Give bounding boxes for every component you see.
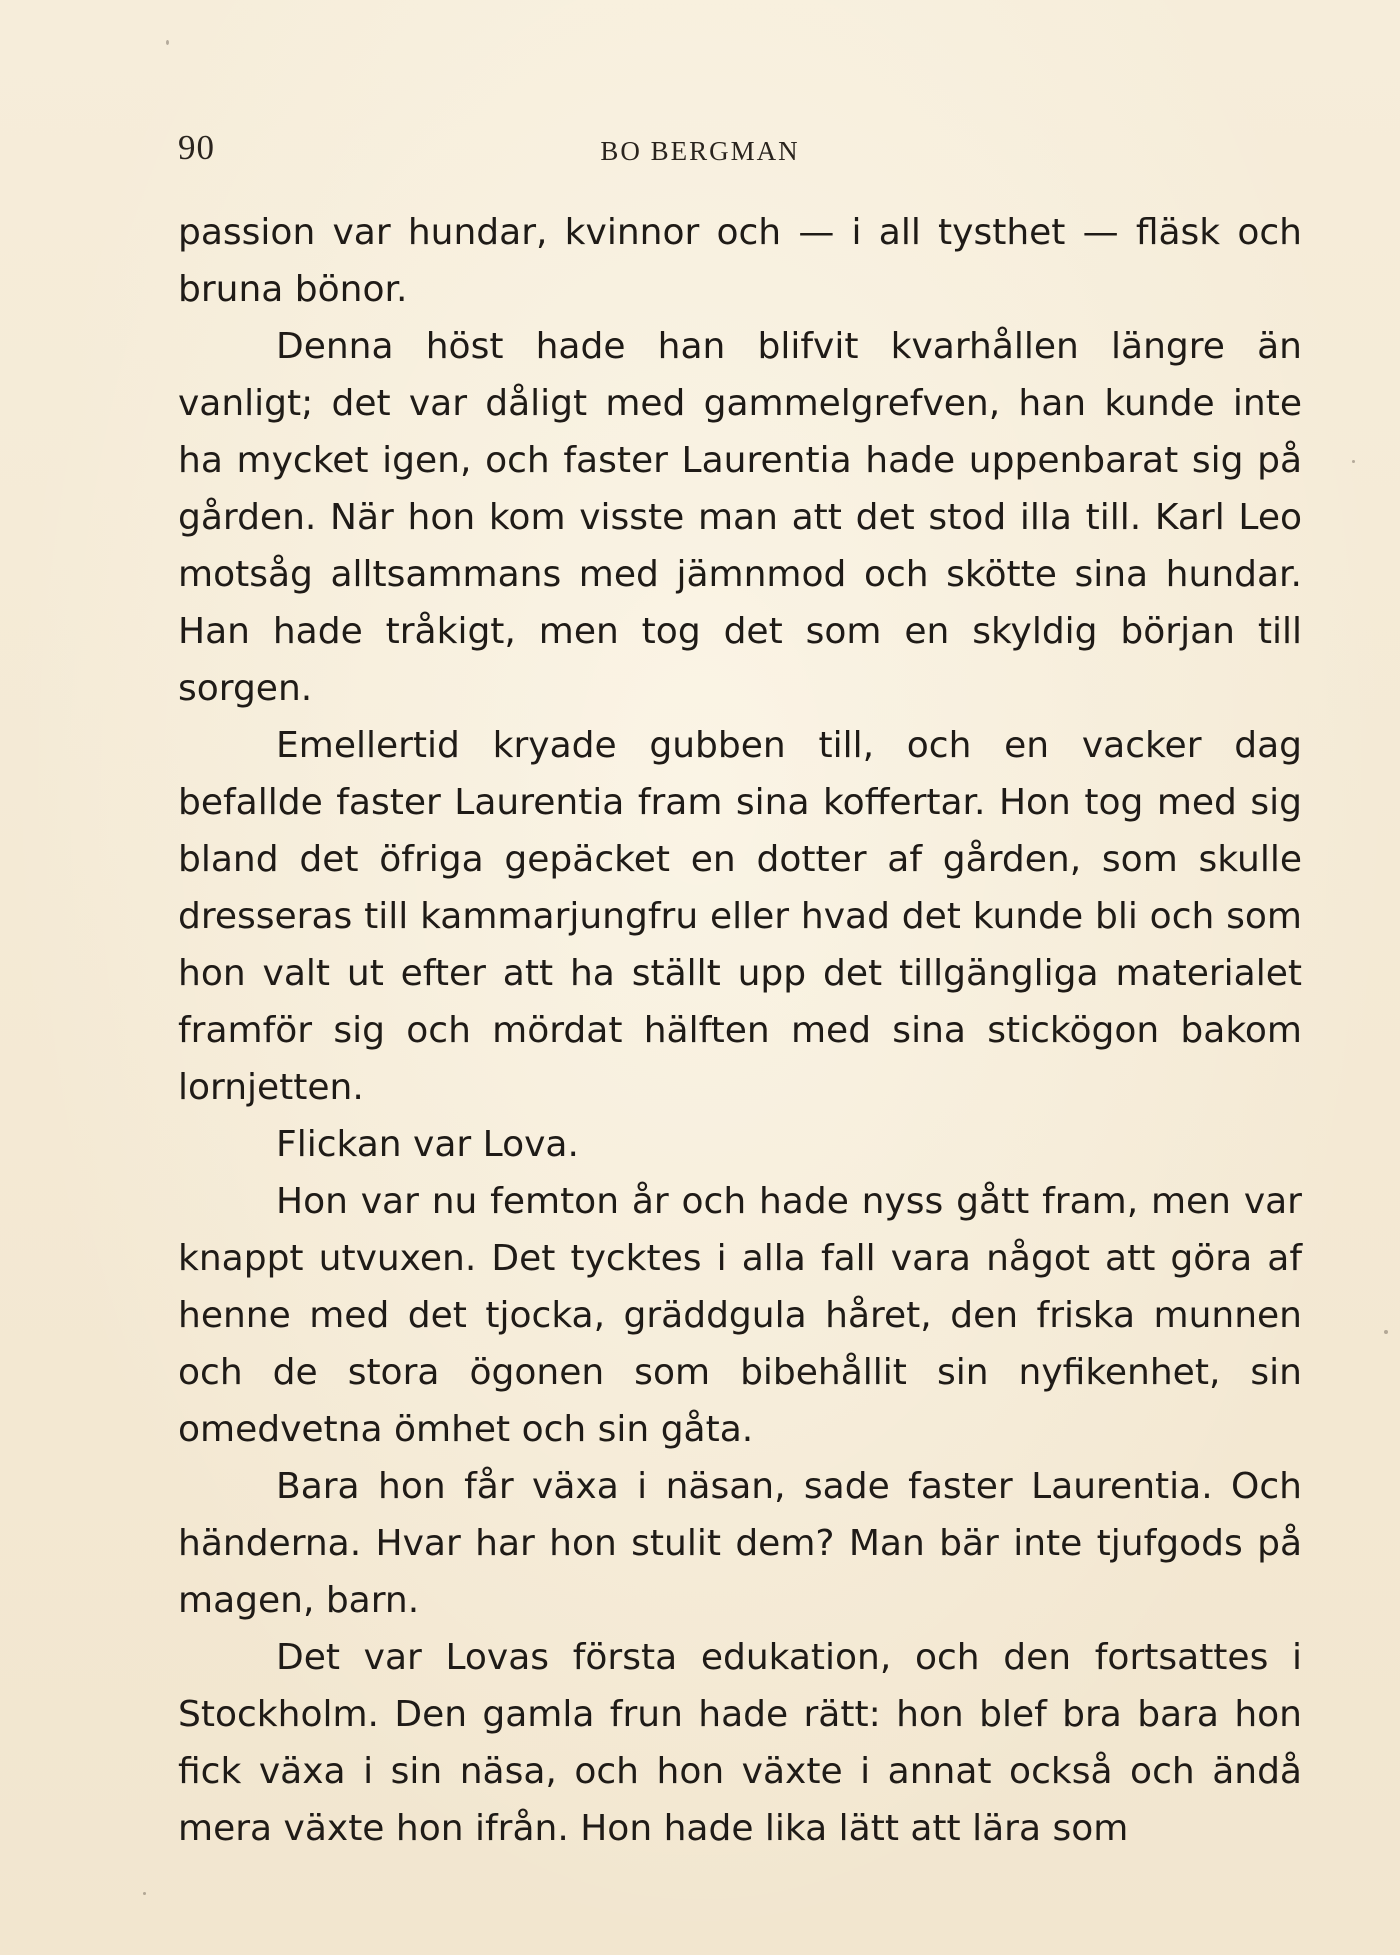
paper-speck [143, 1892, 146, 1895]
body-text [178, 204, 1302, 1857]
paragraph: Det var Lovas första edukation, och den fortsattes i Stockholm. Den gamla frun hade rätt: hon blef bra bara hon fick växa i sin näsa, och hon växte i annat också och ändå mera växte hon ifrån. Hon hade lika lätt att lära som [178, 1637, 1302, 1849]
paragraph: Flickan var Lova. [276, 1124, 579, 1165]
page-number: 90 [178, 128, 215, 167]
paper-speck [166, 40, 169, 45]
paper-speck [1352, 460, 1355, 463]
paragraph: passion var hundar, kvinnor och — i all tysthet — fläsk och bruna bönor. [178, 212, 1302, 310]
paragraph: Emellertid kryade gubben till, och en vacker dag befallde faster Laurentia fram sina koffertar. Hon tog med sig bland det öfriga gepäcket en dotter af gården, som skulle dresseras till kammarjungfru eller hvad det kunde bli och som hon valt ut efter att ha ställt upp det tillgängliga materialet framför sig och mördat hälften med sina stickögon bakom lornjetten. [178, 725, 1302, 1108]
paragraph: Hon var nu femton år och hade nyss gått fram, men var knappt utvuxen. Det tycktes i alla fall vara något att göra af henne med det tjocka, gräddgula håret, den friska munnen och de stora ögonen som bibehållit sin nyfikenhet, sin omedvetna ömhet och sin gåta. [178, 1181, 1302, 1450]
paper-speck [1384, 1330, 1388, 1334]
paragraph: Denna höst hade han blifvit kvarhållen längre än vanligt; det var dåligt med gammelgrefven, han kunde inte ha mycket igen, och faster Laurentia hade uppenbarat sig på gården. När hon kom visste man att det stod illa till. Karl Leo motsåg alltsammans med jämnmod och skötte sina hundar. Han hade tråkigt, men tog det som en skyldig början till sorgen. [178, 326, 1302, 709]
running-head: BO BERGMAN [600, 136, 800, 166]
paragraph: Bara hon får växa i näsan, sade faster Laurentia. Och händerna. Hvar har hon stulit dem? Man bär inte tjufgods på magen, barn. [178, 1466, 1302, 1621]
